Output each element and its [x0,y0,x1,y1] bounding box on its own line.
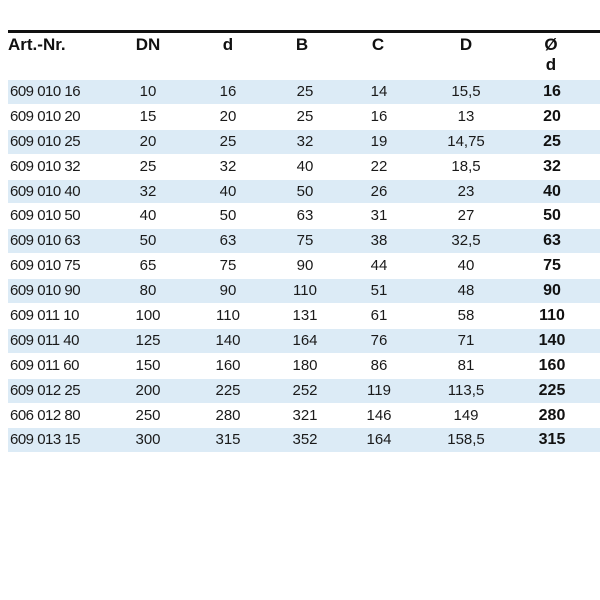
header-c: C [371,35,385,54]
cell-big-d: 113,5 [447,381,485,399]
cell-big-d: 158,5 [447,431,485,449]
cell-b: 321 [292,406,318,424]
cell-outer-diameter: 160 [538,356,566,374]
cell-outer-diameter: 63 [543,232,561,250]
cell-d: 225 [215,381,241,399]
header-d: d [222,35,234,54]
cell-big-d: 32,5 [451,232,481,250]
cell-c: 61 [370,307,388,325]
cell-big-d: 18,5 [451,157,481,175]
cell-c: 86 [370,356,388,374]
cell-big-d: 58 [457,307,475,325]
cell-big-d: 23 [457,182,475,200]
cell-outer-diameter: 315 [538,431,566,449]
cell-art-nr: 609 010 40 [10,182,81,200]
cell-d: 75 [219,257,237,275]
cell-d: 160 [215,356,241,374]
cell-dn: 25 [139,157,157,175]
cell-art-nr: 609 010 32 [10,157,81,175]
cell-d: 20 [219,107,237,125]
cell-b: 164 [292,331,318,349]
cell-c: 19 [370,132,388,150]
cell-big-d: 27 [457,207,475,225]
cell-d: 16 [219,83,237,100]
table-row [8,204,600,229]
cell-art-nr: 606 012 80 [10,406,81,424]
cell-c: 146 [366,406,392,424]
cell-d: 140 [215,331,241,349]
cell-c: 26 [370,182,388,200]
cell-big-d: 81 [457,356,475,374]
cell-art-nr: 609 010 25 [10,132,81,150]
table-row [8,304,600,329]
cell-dn: 100 [135,307,161,325]
table-row [8,130,600,155]
cell-dn: 40 [139,207,157,225]
cell-dn: 150 [135,356,161,374]
cell-b: 180 [292,356,318,374]
cell-big-d: 48 [457,282,475,300]
cell-big-d: 149 [453,406,479,424]
cell-c: 119 [367,381,391,399]
table-row [8,404,600,429]
cell-dn: 125 [135,331,161,349]
table-row [8,229,600,254]
header-diameter-letter: d [545,55,557,74]
cell-d: 40 [219,182,237,200]
cell-c: 14 [370,83,388,100]
table-row [8,155,600,180]
cell-dn: 15 [139,107,157,125]
cell-art-nr: 609 011 10 [10,307,79,325]
header-art-nr: Art.-Nr. [8,35,66,54]
cell-big-d: 40 [457,257,475,275]
cell-d: 32 [219,157,237,175]
cell-big-d: 71 [457,331,475,349]
cell-outer-diameter: 140 [538,331,566,349]
cell-b: 352 [292,431,318,449]
cell-outer-diameter: 90 [543,282,561,300]
cell-c: 22 [370,157,388,175]
cell-outer-diameter: 25 [543,132,561,150]
cell-d: 50 [219,207,237,225]
cell-art-nr: 609 011 60 [10,356,79,374]
cell-c: 44 [370,257,388,275]
cell-big-d: 13 [457,107,475,125]
table-row [8,254,600,279]
header-b: B [295,35,309,54]
cell-d: 110 [216,307,240,325]
cell-c: 38 [370,232,388,250]
cell-dn: 250 [135,406,161,424]
table-header [0,31,600,86]
cell-art-nr: 609 013 15 [10,431,81,449]
cell-art-nr: 609 010 90 [10,282,81,300]
cell-art-nr: 609 010 20 [10,107,81,125]
cell-outer-diameter: 75 [543,257,561,275]
cell-c: 76 [370,331,388,349]
cell-dn: 200 [135,381,161,399]
cell-outer-diameter: 20 [543,107,561,125]
table-row [8,354,600,379]
cell-d: 25 [219,132,237,150]
header-diameter-symbol: Ø [544,35,558,54]
cell-art-nr: 609 010 63 [10,232,81,250]
cell-b: 25 [296,107,314,125]
cell-big-d: 14,75 [447,132,485,150]
cell-b: 75 [296,232,314,250]
cell-art-nr: 609 010 16 [10,83,81,100]
header-outer-diameter [544,35,557,75]
cell-d: 63 [219,232,237,250]
cell-d: 90 [219,282,237,300]
cell-art-nr: 609 012 25 [10,381,81,399]
cell-art-nr: 609 011 40 [10,331,79,349]
cell-outer-diameter: 50 [543,207,561,225]
cell-c: 51 [370,282,388,300]
table-row [8,428,600,453]
cell-d: 280 [215,406,241,424]
cell-outer-diameter: 280 [538,406,566,424]
cell-outer-diameter: 110 [539,307,565,325]
cell-dn: 300 [135,431,161,449]
cell-b: 110 [293,282,317,300]
cell-dn: 50 [139,232,157,250]
table-row [8,180,600,205]
cell-outer-diameter: 32 [543,157,561,175]
table-row [8,279,600,304]
cell-dn: 32 [139,182,157,200]
cell-b: 40 [296,157,314,175]
cell-b: 63 [296,207,314,225]
cell-b: 25 [296,83,314,100]
cell-dn: 80 [139,282,157,300]
cell-c: 16 [370,107,388,125]
cell-c: 164 [366,431,392,449]
table-row [8,105,600,130]
cell-c: 31 [370,207,388,225]
table-row [8,379,600,404]
cell-dn: 65 [139,257,157,275]
cell-outer-diameter: 16 [543,83,561,100]
cell-art-nr: 609 010 50 [10,207,81,225]
cell-b: 90 [296,257,314,275]
cell-dn: 10 [139,83,157,100]
cell-b: 252 [292,381,318,399]
cell-b: 50 [296,182,314,200]
table-row [8,329,600,354]
cell-outer-diameter: 40 [543,182,561,200]
header-dn: DN [135,35,161,54]
cell-b: 131 [292,307,318,325]
table-body [8,80,600,453]
cell-outer-diameter: 225 [538,381,566,399]
header-big-d: D [459,35,473,54]
cell-b: 32 [296,132,314,150]
cell-dn: 20 [139,132,157,150]
cell-d: 315 [215,431,241,449]
cell-big-d: 15,5 [451,83,481,100]
table-row [8,80,600,105]
cell-art-nr: 609 010 75 [10,257,81,275]
